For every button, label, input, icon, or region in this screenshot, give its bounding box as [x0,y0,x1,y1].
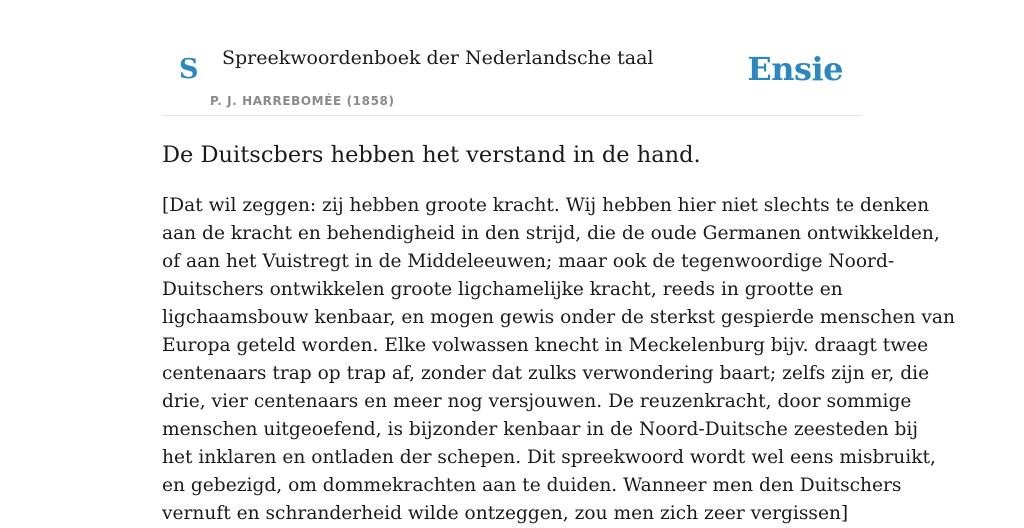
entry-body-line: het inklaren en ontladen der schepen. Dit spreekwoord wordt wel eens misbruikt, [162,447,936,468]
entry-body-line: [Dat wil zeggen: zij hebben groote kracht. Wij hebben hier niet slechts te denken [162,195,930,216]
entry-headword: De Duitscbers hebben het verstand in de hand. [162,142,701,168]
entry-body-line: menschen uitgeoefend, is bijzonder kenbaar in de Noord-Duitsche zeesteden bij [162,419,919,440]
entry-body-line: Europa geteld worden. Elke volwassen knecht in Meckelenburg bijv. draagt twee [162,335,929,356]
entry-body-line: ligchaamsbouw kenbaar, en mogen gewis onder de sterkst gespierde menschen van [162,307,955,328]
entry-body-line: drie, vier centenaars en meer nog versjouwen. De reuzenkracht, door sommige [162,391,912,412]
entry-body-line: aan de kracht en behendigheid in den strijd, die de oude Germanen ontwikkelden, [162,223,940,244]
book-logo-link[interactable]: S [179,54,199,85]
book-header [162,0,862,116]
entry-body-line: Duitschers ontwikkelen groote ligchamelijke kracht, reeds in grootte en [162,279,843,300]
entry-body [162,192,955,528]
book-title[interactable]: Spreekwoordenboek der Nederlandsche taal [222,47,654,69]
entry-body-line: vernuft en schranderheid wilde ontzeggen, zou men zich zeer vergissen] [162,503,849,524]
entry-body-line: centenaars trap op trap af, zonder dat zulks verwondering baart; zelfs zijn er, die [162,363,930,384]
entry-body-line: en gebezigd, om dommekrachten aan te duiden. Wanneer men den Duitschers [162,475,902,496]
entry-body-line: of aan het Vuistregt in de Middeleeuwen; maar ook de tegenwoordige Noord- [162,251,895,272]
book-author: P. J. HARREBOMÉE (1858) [210,94,395,108]
ensie-brand-link[interactable]: Ensie [747,50,843,88]
